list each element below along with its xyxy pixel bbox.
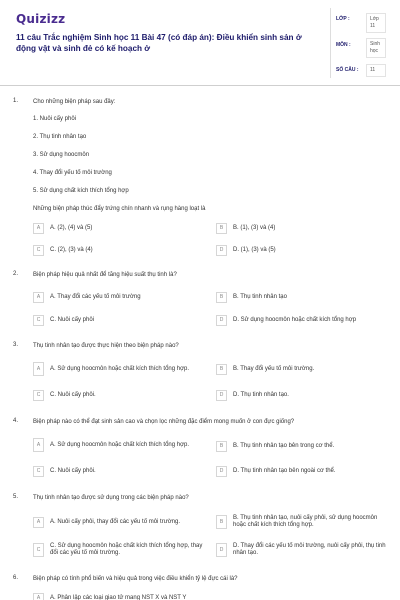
option-letter: D	[216, 390, 227, 401]
grade-label: LỚP :	[336, 16, 350, 22]
option-letter: A	[33, 292, 44, 303]
option-b[interactable]	[216, 362, 314, 376]
option-b[interactable]	[216, 512, 386, 532]
option-a[interactable]	[33, 515, 180, 529]
question-number: 2.	[13, 271, 19, 277]
question-text: Biện pháp có tính phổ biến và hiệu quả trong việc điều khiển tỷ lệ đực cái là?	[33, 576, 238, 582]
option-b[interactable]	[216, 221, 275, 235]
subject-value: Sinh học	[366, 38, 386, 58]
option-text: C. Nuôi cấy phôi.	[50, 467, 96, 474]
option-a[interactable]	[33, 359, 203, 379]
option-c[interactable]	[33, 313, 94, 327]
option-text: B. Thay đổi yếu tố môi trường.	[233, 365, 315, 372]
option-letter: A	[33, 593, 44, 600]
option-d[interactable]	[216, 313, 356, 327]
worksheet-header	[0, 0, 400, 86]
question-number: 4.	[13, 418, 19, 424]
option-text: D. Thụ tinh nhân tạo.	[233, 391, 289, 398]
option-text: A. Nuôi cấy phôi, thay đổi các yếu tố môi trường.	[50, 518, 181, 525]
option-text: D. (1), (3) và (5)	[233, 246, 276, 253]
option-text: B. (1), (3) và (4)	[233, 224, 276, 231]
option-a[interactable]	[33, 221, 92, 235]
list-item: 4. Thay đổi yếu tố môi trường	[33, 170, 112, 176]
option-text: C. (2), (3) và (4)	[50, 246, 93, 253]
option-c[interactable]	[33, 243, 93, 257]
option-letter: C	[33, 390, 44, 401]
list-item: 3. Sử dụng hoocmôn	[33, 152, 90, 158]
list-item: 5. Sử dụng chất kích thích tổng hợp	[33, 188, 129, 194]
option-c[interactable]	[33, 464, 96, 478]
option-letter: B	[216, 223, 227, 234]
option-c[interactable]	[33, 388, 96, 402]
option-c[interactable]	[33, 540, 208, 560]
question-stem: Những biện pháp thúc đẩy trứng chín nhanh và rụng hàng loạt là	[33, 206, 206, 212]
header-divider	[330, 8, 331, 78]
question-count-value: 11	[366, 64, 386, 77]
worksheet-title: 11 câu Trắc nghiệm Sinh học 11 Bài 47 (có đáp án): Điều khiển sinh sản ở động vật và sinh đẻ có kế hoạch ở	[16, 33, 302, 53]
option-a[interactable]	[33, 591, 186, 600]
option-text: C. Nuôi cấy phôi	[50, 316, 95, 323]
question-count-label: SỐ CÂU :	[336, 67, 359, 73]
option-letter: A	[33, 223, 44, 234]
option-b[interactable]	[216, 439, 334, 453]
option-d[interactable]	[216, 388, 289, 402]
list-item: 1. Nuôi cấy phôi	[33, 116, 77, 122]
option-text: D. Thay đổi các yếu tố môi trường, nuôi cấy phôi, thụ tinh nhân tạo.	[233, 543, 386, 556]
option-letter: B	[216, 292, 227, 303]
option-text: D. Sử dụng hoocmôn hoặc chất kích tổng hợp	[233, 316, 357, 323]
option-d[interactable]	[216, 464, 336, 478]
list-item: 2. Thụ tinh nhân tạo	[33, 134, 87, 140]
option-text: B. Thụ tinh nhân tạo, nuôi cấy phôi, sử dụng hoocmôn hoặc chất kích thích tổng hợp.	[233, 515, 378, 528]
option-text: B. Thụ tinh nhân tạo	[233, 293, 287, 300]
option-text: B. Thụ tinh nhân tạo bên trong cơ thể.	[233, 442, 335, 449]
option-letter: B	[216, 441, 227, 452]
option-letter: A	[33, 438, 44, 452]
option-text: A. Phân lập các loại giao tử mang NST X và NST Y	[50, 594, 187, 600]
option-d[interactable]	[216, 243, 276, 257]
question-text: Thụ tinh nhân tạo được sử dụng trong các biện pháp nào?	[33, 495, 189, 501]
option-letter: D	[216, 466, 227, 477]
option-letter: D	[216, 543, 227, 557]
option-text: A. Sử dụng hoocmôn hoặc chất kích thích tổng hợp.	[50, 441, 190, 448]
option-letter: A	[33, 362, 44, 376]
option-letter: D	[216, 315, 227, 326]
question-text: Biện pháp nào có thể đạt sinh sản cao và chọn lọc những đặc điểm mong muốn ở con đực giống?	[33, 419, 295, 425]
option-d[interactable]	[216, 540, 386, 560]
option-text: A. Sử dụng hoocmôn hoặc chất kích thích tổng hợp.	[50, 365, 190, 372]
grade-value: Lớp 11	[366, 13, 386, 33]
subject-label: MÔN :	[336, 42, 351, 48]
option-letter: A	[33, 517, 44, 528]
question-text: Thụ tinh nhân tạo được thực hiện theo biện pháp nào?	[33, 343, 179, 349]
question-number: 1.	[13, 98, 19, 104]
question-text: Cho những biện pháp sau đây:	[33, 99, 116, 105]
option-letter: D	[216, 245, 227, 256]
option-letter: C	[33, 466, 44, 477]
question-number: 3.	[13, 342, 19, 348]
option-b[interactable]	[216, 290, 287, 304]
question-text: Biện pháp hiệu quả nhất để tăng hiệu suất thụ tinh là?	[33, 272, 177, 278]
option-letter: C	[33, 245, 44, 256]
question-number: 5.	[13, 494, 19, 500]
question-number: 6.	[13, 575, 19, 581]
option-text: A. Thay đổi các yếu tố môi trường	[50, 293, 141, 300]
option-a[interactable]	[33, 435, 203, 455]
option-text: C. Nuôi cấy phôi.	[50, 391, 96, 398]
option-text: D. Thụ tinh nhân tạo bên ngoài cơ thể.	[233, 467, 336, 474]
option-letter: B	[216, 515, 227, 529]
option-text: A. (2), (4) và (5)	[50, 224, 93, 231]
option-letter: B	[216, 364, 227, 375]
option-letter: C	[33, 315, 44, 326]
option-letter: C	[33, 543, 44, 557]
option-text: C. Sử dụng hoocmôn hoặc chất kích thích tổng hợp, thay đổi các yếu tố môi trường.	[50, 543, 203, 556]
option-a[interactable]	[33, 290, 141, 304]
quizizz-logo: Quizizz	[16, 12, 66, 26]
